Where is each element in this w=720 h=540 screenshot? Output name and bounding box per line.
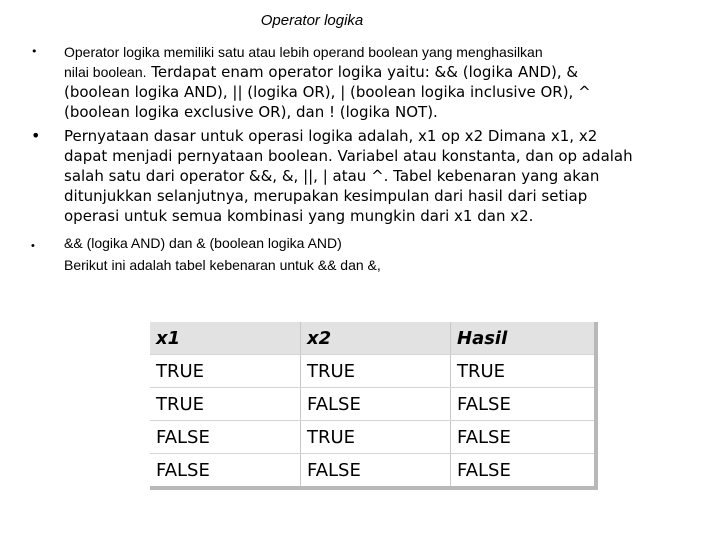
table-cell: TRUE <box>301 421 451 454</box>
table-cell: FALSE <box>301 454 451 489</box>
bullet-marker: • <box>31 240 35 252</box>
table-cell: FALSE <box>150 421 301 454</box>
bullet-item-3 <box>0 232 644 276</box>
truth-table <box>150 322 598 490</box>
bullet-3-subtext: Berikut ini adalah tabel kebenaran untuk && dan &, <box>64 257 381 273</box>
truth-table-header-row <box>150 322 596 355</box>
table-row <box>150 421 596 454</box>
bullet-1-rest: Terdapat enam operator logika yaitu: && (logika AND), & (boolean logika AND), || (logika OR), | (boolean logika inclusive OR), ^ (boolean logika exclusive OR), dan ! (logika NOT). <box>64 63 591 121</box>
bullet-marker: • <box>31 126 41 145</box>
bullet-3-text: && (logika AND) dan & (boolean logika AND) <box>64 235 342 251</box>
bullet-marker: • <box>31 45 38 58</box>
header-x2: x2 <box>301 322 451 355</box>
table-cell: FALSE <box>451 388 597 421</box>
table-cell: FALSE <box>451 421 597 454</box>
bullet-1-lead2: nilai boolean. <box>64 64 147 80</box>
bullet-item-2 <box>0 126 644 226</box>
table-cell: TRUE <box>150 388 301 421</box>
table-cell: TRUE <box>451 355 597 388</box>
table-cell: FALSE <box>301 388 451 421</box>
bullet-2-text: Pernyataan dasar untuk operasi logika adalah, x1 op x2 Dimana x1, x2 dapat menjadi pernyataan boolean. Variabel atau konstanta, dan op adalah salah satu dari operator &&, &, ||, | atau ^. Tabel kebenaran yang akan ditunjukkan selanjutnya, merupakan kesimpulan dari hasil dari setiap operasi untuk semua kombinasi yang mungkin dari x1 dan x2. <box>64 127 633 225</box>
header-x1: x1 <box>150 322 301 355</box>
bullet-item-1 <box>0 42 644 122</box>
header-hasil: Hasil <box>451 322 597 355</box>
table-cell: TRUE <box>301 355 451 388</box>
table-cell: FALSE <box>150 454 301 489</box>
table-cell: FALSE <box>451 454 597 489</box>
bullet-list <box>0 42 720 276</box>
table-cell: TRUE <box>150 355 301 388</box>
bullet-1-lead: Operator logika memiliki satu atau lebih operand boolean yang menghasilkan <box>64 44 543 60</box>
table-row <box>150 388 596 421</box>
slide-title: Operator logika <box>260 12 364 29</box>
table-row <box>150 355 596 388</box>
table-row <box>150 454 596 489</box>
